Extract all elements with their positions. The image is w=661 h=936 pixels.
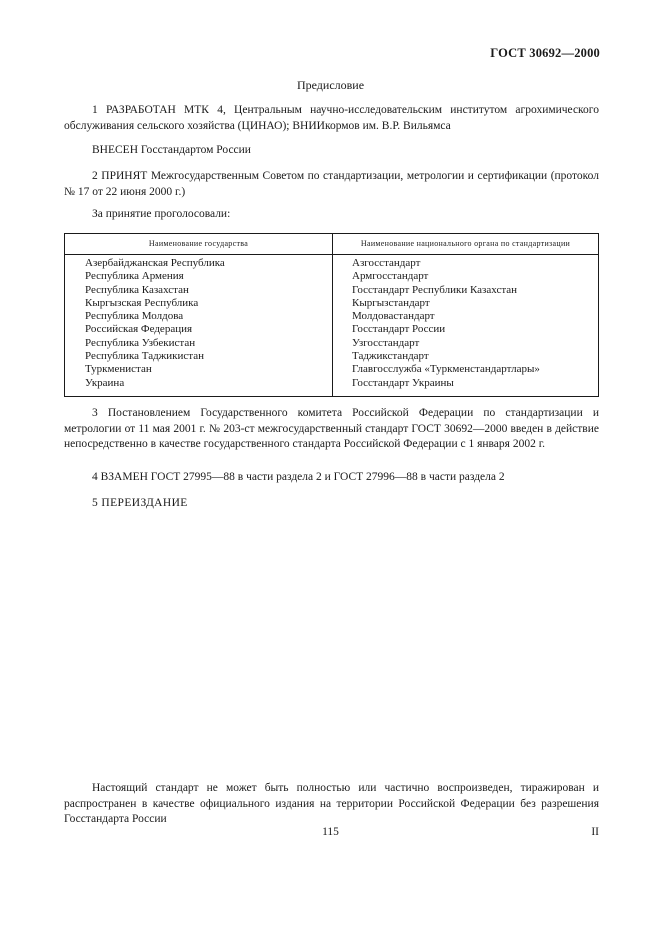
- table-cell-state: Российская Федерация: [85, 323, 193, 336]
- paragraph-adopted-text: 2 ПРИНЯТ Межгосударственным Советом по стандартизации, метрологии и сертификации (протокол № 17 от 22 июня 2000 г.): [64, 170, 599, 198]
- table-cell-state: Азербайджанская Республика: [85, 257, 225, 269]
- body-list: [352, 257, 540, 390]
- table-cell-state: Республика Казахстан: [85, 283, 189, 296]
- paragraph-reissue: 5 ПЕРЕИЗДАНИЕ: [92, 497, 188, 509]
- body-column-header: Наименование национального органа по стандартизации: [360, 239, 571, 248]
- table-cell-state: Республика Армения: [85, 270, 184, 283]
- paragraph-developed: [64, 103, 599, 134]
- table-cell-body: Азгосстандарт: [352, 257, 421, 269]
- copyright-note: [64, 781, 599, 828]
- table-cell-body: Армгосстандарт: [352, 270, 429, 283]
- roman-page-marker: II: [591, 826, 599, 838]
- paragraph-resolution-text: 3 Постановлением Государственного комитета Российской Федерации по стандартизации и метрологии от 11 мая 2001 г. № 203-ст межгосударственный стандарт ГОСТ 30692—2000 введен в действие непосредственно в качестве государственного стандарта Российской Федерации с 1 января 2002 г.: [64, 407, 599, 450]
- paragraph-adopted: [64, 169, 599, 200]
- table-cell-body: Госстандарт Республики Казахстан: [352, 283, 518, 296]
- table-cell-body: Таджикстандарт: [352, 350, 429, 363]
- table-cell-body: Молдовастандарт: [352, 310, 435, 323]
- paragraph-introduced: ВНЕСЕН Госстандартом России: [92, 144, 251, 156]
- voted-label: За принятие проголосовали:: [92, 208, 231, 220]
- document-code: ГОСТ 30692—2000: [490, 46, 600, 60]
- paragraph-replaces: 4 ВЗАМЕН ГОСТ 27995—88 в части раздела 2 и ГОСТ 27996—88 в части раздела 2: [92, 471, 505, 483]
- table-cell-body: Госстандарт России: [352, 323, 446, 336]
- table-cell-body: Главгосслужба «Туркменстандартлары»: [352, 363, 540, 376]
- table-cell-state: Республика Таджикистан: [85, 350, 204, 363]
- page-title: Предисловие: [296, 78, 365, 92]
- state-list: [85, 257, 225, 390]
- page-number: 115: [322, 826, 339, 838]
- paragraph-developed-text: 1 РАЗРАБОТАН МТК 4, Центральным научно-исследовательским институтом агрохимического обслуживания сельского хозяйства (ЦИНАО); ВНИИкормов им. В.Р. Вильямса: [64, 104, 599, 132]
- table-cell-state: Украина: [85, 376, 125, 389]
- column-divider: [332, 234, 333, 396]
- table-cell-state: Республика Молдова: [85, 310, 184, 323]
- table-cell-body: Кыргызстандарт: [352, 296, 430, 309]
- table-cell-state: Республика Узбекистан: [85, 336, 196, 349]
- state-column-header: Наименование государства: [148, 239, 249, 248]
- copyright-note-text: Настоящий стандарт не может быть полностью или частично воспроизведен, тиражирован и распространен в качестве официального издания на территории Российской Федерации без разрешения Госстандарта России: [64, 782, 599, 825]
- table-cell-body: Госстандарт Украины: [352, 376, 454, 389]
- table-cell-body: Узгосстандарт: [352, 336, 420, 349]
- voting-table: [64, 233, 599, 397]
- table-cell-state: Кыргызская Республика: [85, 296, 199, 309]
- paragraph-resolution: [64, 406, 599, 453]
- table-cell-state: Туркменистан: [85, 363, 152, 376]
